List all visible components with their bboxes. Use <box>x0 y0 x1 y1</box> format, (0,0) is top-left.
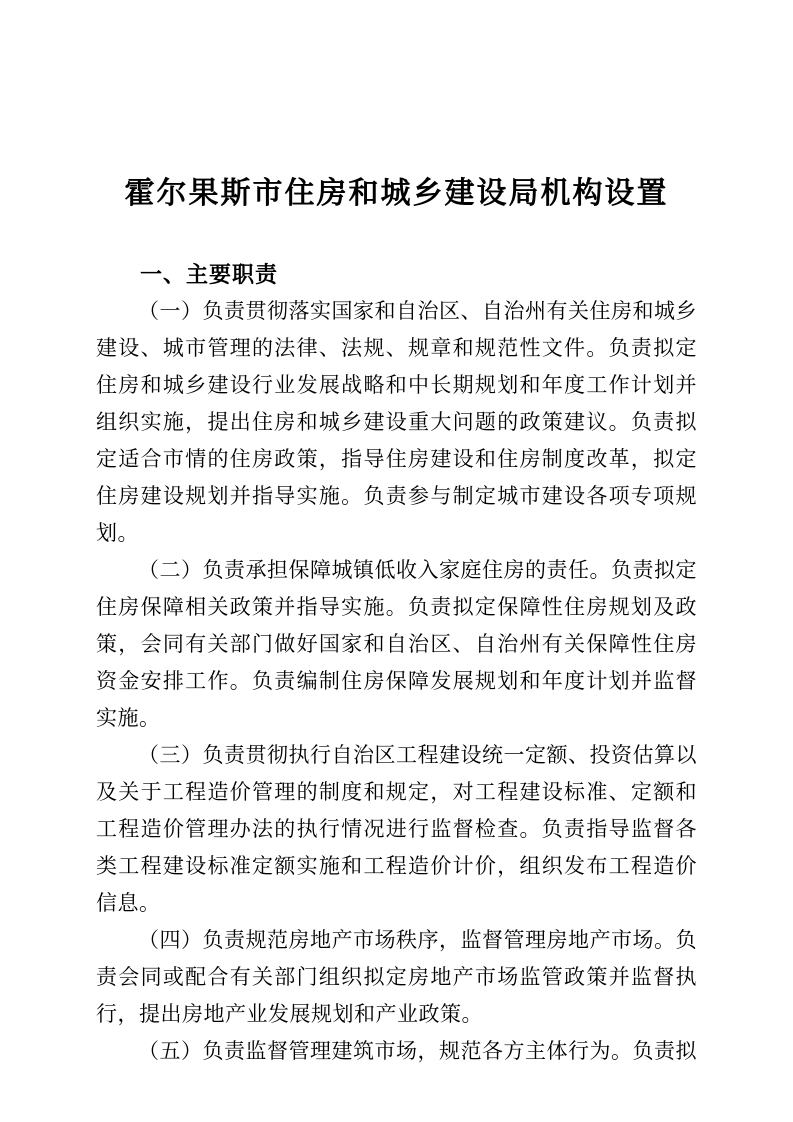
section-heading-main-duties: 一、主要职责 <box>140 262 279 287</box>
document-title: 霍尔果斯市住房和城乡建设局机构设置 <box>124 177 669 210</box>
duty-paragraph-5: （五）负责监督管理建筑市场，规范各方主体行为。负责拟 <box>138 1039 697 1063</box>
duty-paragraph-4: （四）负责规范房地产市场秩序，监督管理房地产市场。负责会同或配合有关部门组织拟定房地产市场监管政策并监督执行，提出房地产业发展规划和产业政策。 <box>96 928 697 1026</box>
duty-paragraph-2: （二）负责承担保障城镇低收入家庭住房的责任。负责拟定住房保障相关政策并指导实施。负责拟定保障性住房规划及政策，会同有关部门做好国家和自治区、自治州有关保障性住房资金安排工作。负责编制住房保障发展规划和年度计划并监督实施。 <box>96 558 697 730</box>
duty-paragraph-1: （一）负责贯彻落实国家和自治区、自治州有关住房和城乡建设、城市管理的法律、法规、规章和规范性文件。负责拟定住房和城乡建设行业发展战略和中长期规划和年度工作计划并组织实施，提出住房和城乡建设重大问题的政策建议。负责拟定适合市情的住房政策，指导住房建设和住房制度改革，拟定住房建设规划并指导实施。负责参与制定城市建设各项专项规划。 <box>96 299 697 545</box>
duty-paragraph-3: （三）负责贯彻执行自治区工程建设统一定额、投资估算以及关于工程造价管理的制度和规定，对工程建设标准、定额和工程造价管理办法的执行情况进行监督检查。负责指导监督各类工程建设标准定额实施和工程造价计价，组织发布工程造价信息。 <box>96 743 697 915</box>
